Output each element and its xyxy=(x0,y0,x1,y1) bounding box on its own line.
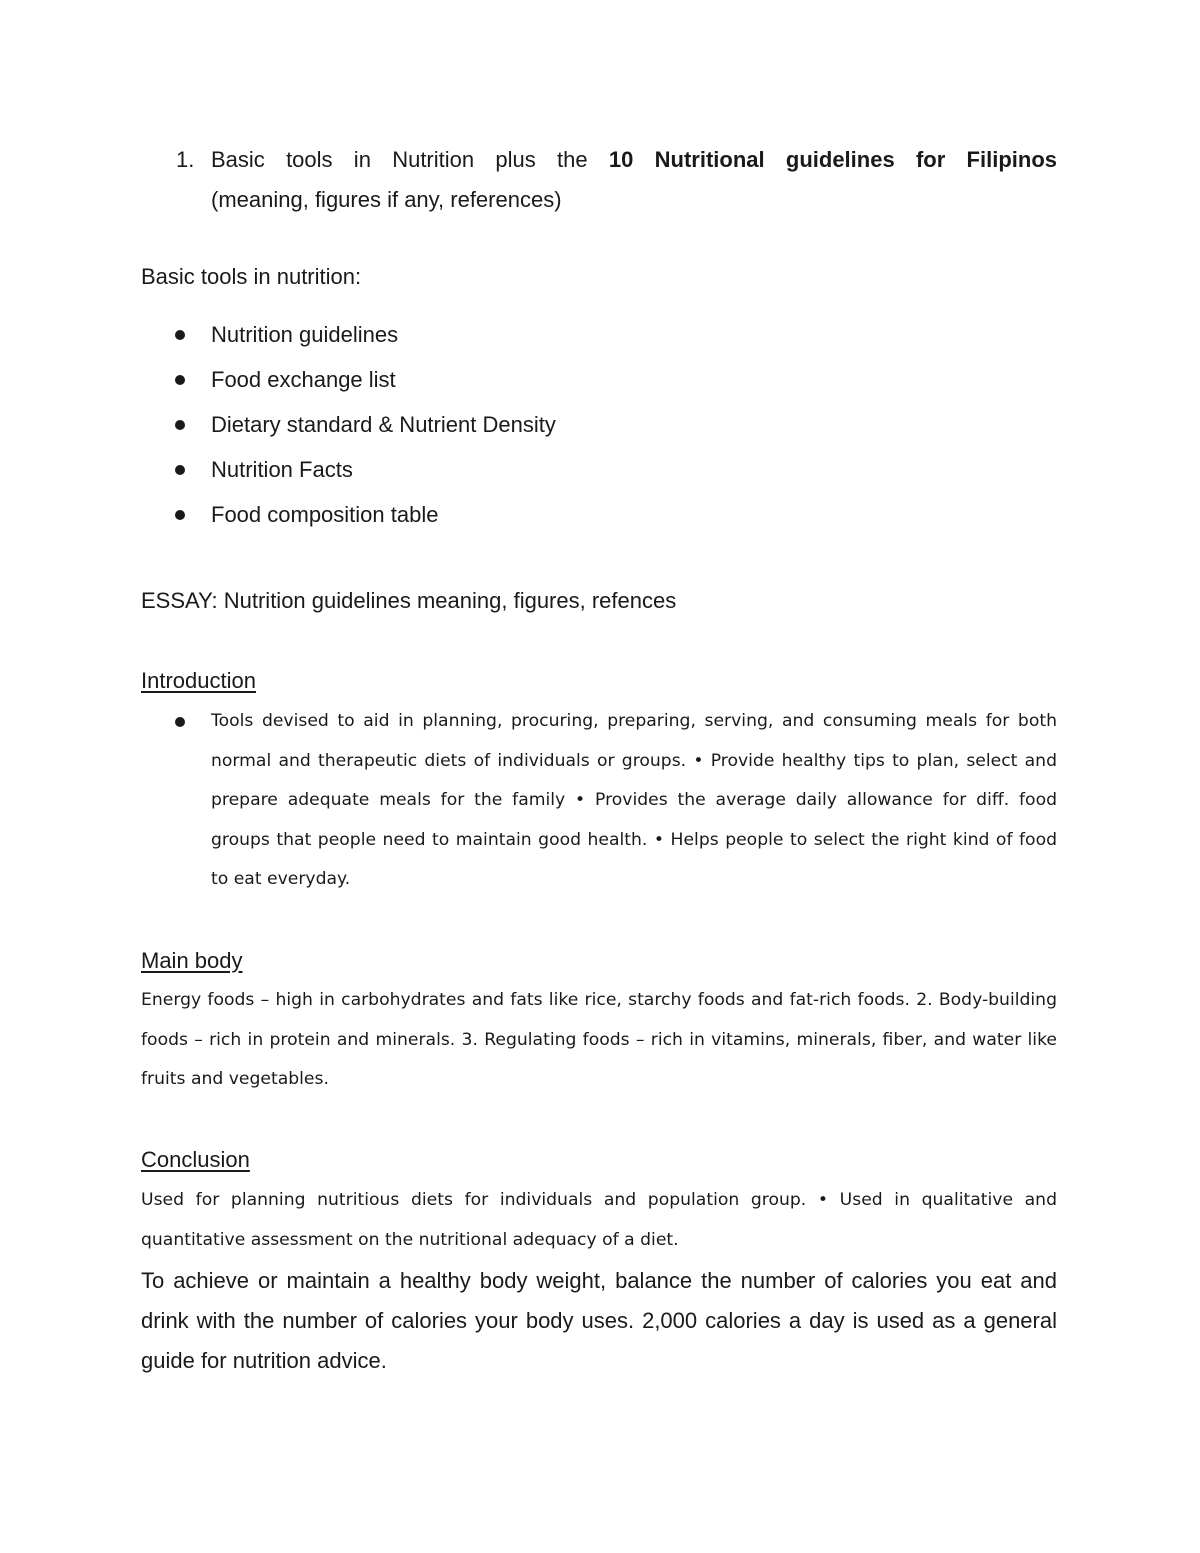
basic-tools-heading: Basic tools in nutrition: xyxy=(141,264,362,289)
introduction-text: Tools devised to aid in planning, procuring, preparing, serving, and consuming meals for both normal and therapeutic diets of individuals or groups. • Provide healthy tips to plan, select and prepare adequate meals for the family • Provides the average daily allowance for diff. food groups that people need to maintain good health. • Helps people to select the right kind of food to eat everyday. xyxy=(211,711,1057,890)
list-item-label: Dietary standard & Nutrient Density xyxy=(211,412,556,437)
question-suffix: (meaning, figures if any, references) xyxy=(211,187,562,212)
list-item-label: Food exchange list xyxy=(211,367,396,392)
bullet-icon xyxy=(175,420,185,430)
bullet-icon xyxy=(175,717,185,727)
question-bold-text: 10 Nutritional guidelines for Filipinos xyxy=(608,147,1057,172)
question-prefix: Basic tools in Nutrition plus the xyxy=(211,147,588,172)
question-line xyxy=(211,140,1057,180)
list-item-label: Nutrition guidelines xyxy=(211,322,399,347)
conclusion-heading: Conclusion xyxy=(141,1147,250,1172)
essay-title: ESSAY: Nutrition guidelines meaning, figures, refences xyxy=(141,588,677,613)
introduction-heading: Introduction xyxy=(141,668,256,693)
question-item xyxy=(176,140,1057,220)
main-body-text: Energy foods – high in carbohydrates and fats like rice, starchy foods and fat-rich foods. 2. Body-building foods – rich in protein and minerals. 3. Regulating foods – rich in vitamins, minerals, fiber, and water like fruits and vegetables. xyxy=(141,990,1057,1090)
bullet-icon xyxy=(175,375,185,385)
list-item-label: Nutrition Facts xyxy=(211,457,353,482)
list-item-label: Food composition table xyxy=(211,502,439,527)
final-paragraph: To achieve or maintain a healthy body weight, balance the number of calories you eat and drink with the number of calories your body uses. 2,000 calories a day is used as a general guide for nutrition advice. xyxy=(141,1268,1057,1373)
bullet-icon xyxy=(175,510,185,520)
bullet-icon xyxy=(175,465,185,475)
main-body-heading: Main body xyxy=(141,948,243,973)
conclusion-text: Used for planning nutritious diets for individuals and population group. • Used in qualitative and quantitative assessment on the nutritional adequacy of a diet. xyxy=(141,1190,1057,1250)
introduction-section xyxy=(141,702,1057,900)
question-number: 1. xyxy=(176,147,195,172)
bullet-icon xyxy=(175,330,185,340)
